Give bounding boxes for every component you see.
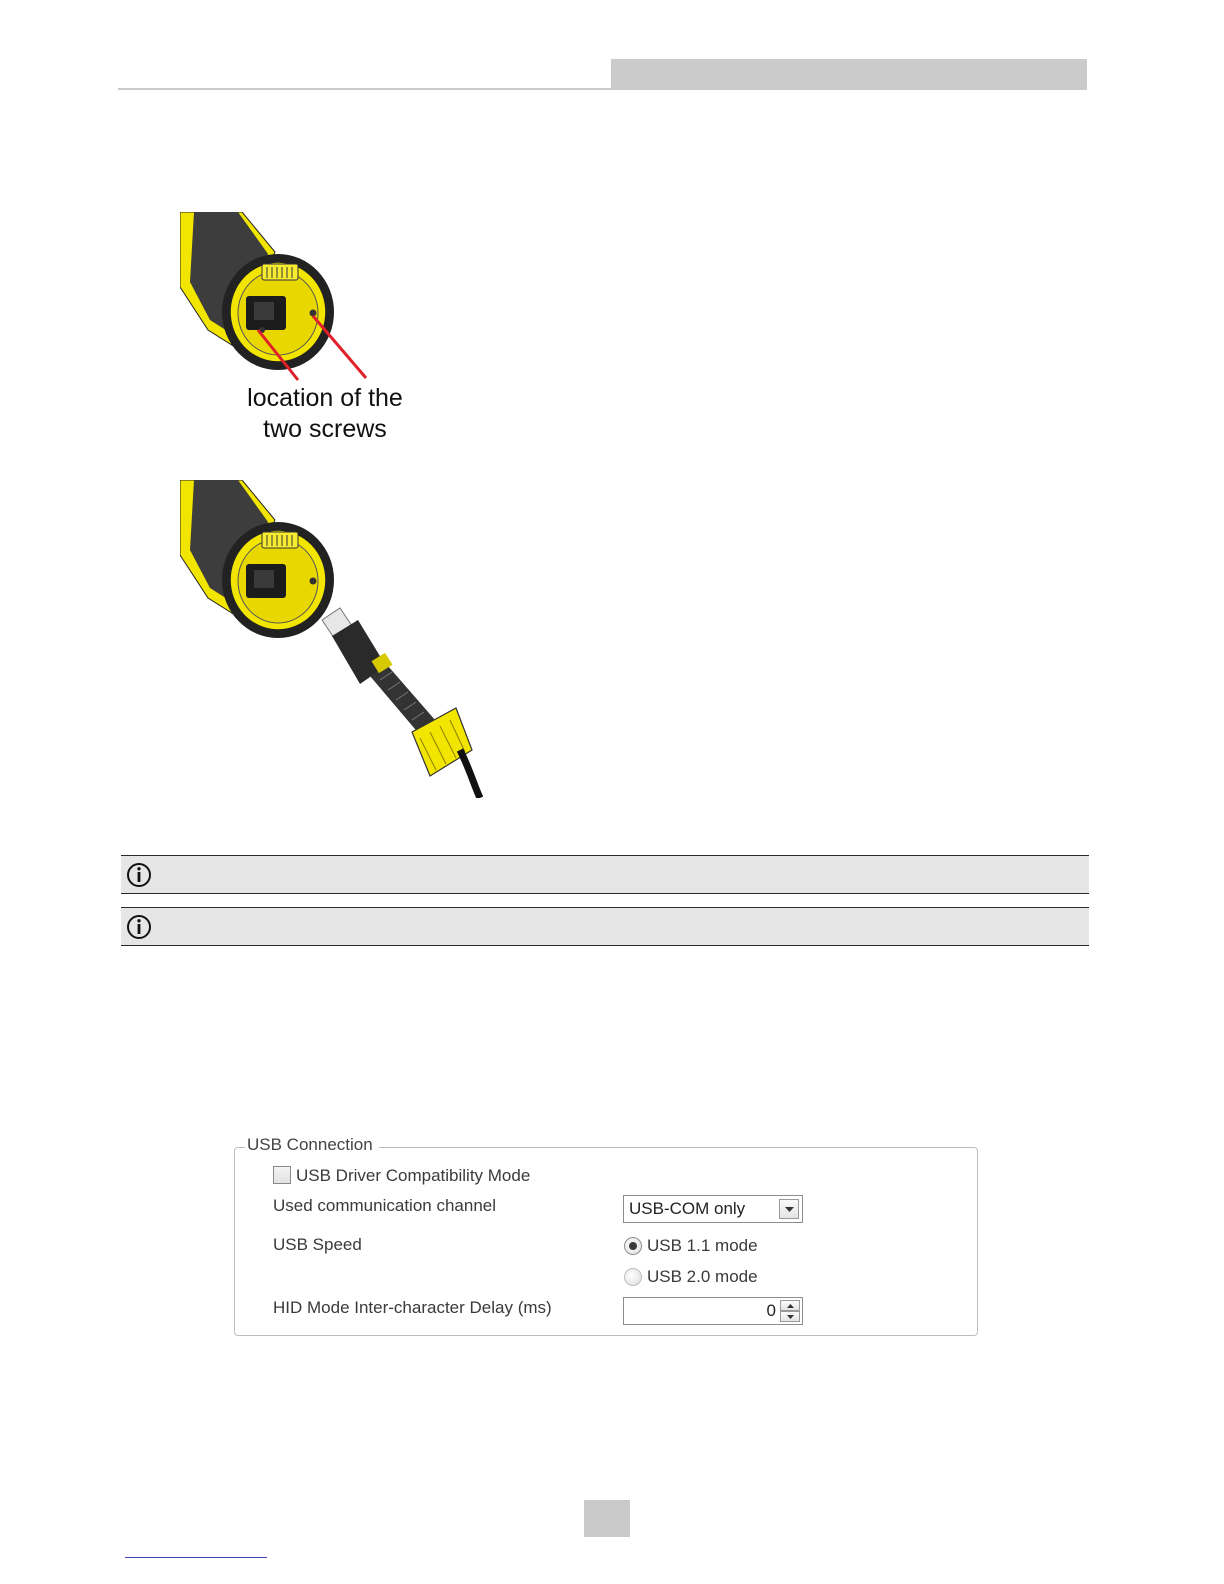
spin-up-button[interactable]	[780, 1300, 800, 1311]
note-box	[121, 855, 1089, 894]
screws-callout	[230, 383, 420, 445]
hid-delay-spinbox[interactable]	[623, 1297, 803, 1325]
header-bar	[611, 59, 1087, 90]
usb-1-1-radio[interactable]	[624, 1237, 642, 1255]
callout-line-2: two screws	[263, 415, 387, 443]
usb-2-0-radio[interactable]	[624, 1268, 642, 1286]
info-circle-icon	[126, 862, 152, 888]
chevron-down-icon	[787, 1315, 794, 1319]
callout-line-1: location of the	[247, 384, 403, 412]
footer-link-underline	[125, 1557, 267, 1558]
hid-delay-value: 0	[766, 1301, 776, 1320]
usb-speed-label: USB Speed	[273, 1235, 362, 1254]
dropdown-arrow-button[interactable]	[779, 1199, 799, 1219]
page-number-box	[584, 1500, 630, 1537]
radio-selected-dot	[629, 1242, 637, 1250]
channel-select[interactable]	[623, 1195, 803, 1223]
usb-driver-compat-label[interactable]: USB Driver Compatibility Mode	[296, 1166, 531, 1185]
header-rule	[118, 88, 1086, 90]
channel-select-value: USB-COM only	[629, 1199, 746, 1218]
spin-buttons	[780, 1300, 800, 1322]
info-circle-icon	[126, 914, 152, 940]
spin-down-button[interactable]	[780, 1311, 800, 1322]
usb-driver-compat-checkbox[interactable]	[273, 1166, 291, 1184]
usb-2-0-label[interactable]: USB 2.0 mode	[647, 1267, 758, 1286]
chevron-up-icon	[787, 1304, 794, 1308]
hid-delay-label: HID Mode Inter-character Delay (ms)	[273, 1298, 552, 1317]
channel-label: Used communication channel	[273, 1196, 497, 1215]
usb-connection-title: USB Connection	[245, 1135, 379, 1155]
cable-insertion-illustration	[180, 480, 485, 798]
usb-1-1-label[interactable]: USB 1.1 mode	[647, 1236, 758, 1255]
chevron-down-icon	[785, 1207, 794, 1212]
note-box	[121, 907, 1089, 946]
